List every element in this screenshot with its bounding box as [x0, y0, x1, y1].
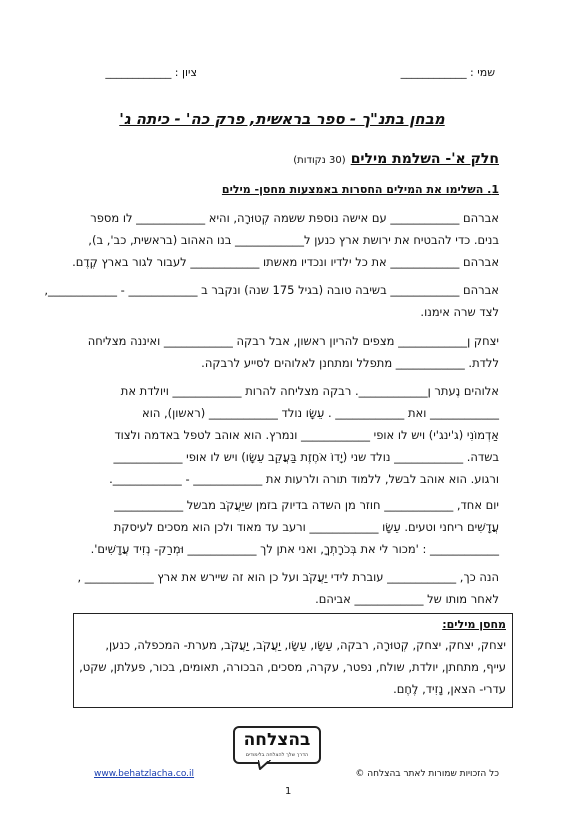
website-link[interactable]: www.behatzlacha.co.il [94, 769, 195, 779]
paragraph-line: ____________ : 'מכור לי את בְּכֹרָתְךָ, ואני אתן לך ____________ וּמְרַק- נְזִיד עֲדָשִׁים'. [90, 542, 499, 556]
paragraph-line: עֲדָשִׁים ריחני וטעים. עֵשָׂו ____________ ורעב עד מאוד ולכן הוא מסכים לעיסקת [113, 520, 499, 534]
logo-pointer [258, 760, 272, 770]
paragraph-line: יצחק ן____________ מצפים להריון ראשון, אבל רבקה ____________ ואיננה מצליחה [87, 334, 499, 348]
paragraph-6 [79, 566, 499, 610]
paragraph-2 [44, 279, 499, 323]
page-number: 1 [285, 786, 292, 797]
logo-tagline: הדרך שלך להצלחה בלימודים [245, 752, 309, 758]
paragraph-1 [72, 207, 499, 273]
word-bank-words [80, 634, 506, 700]
logo-text: בהצלחה [243, 730, 311, 750]
paragraph-line: ללדת. ____________ מתפלל ומתחנן לאלוהים לסייע לרבקה. [201, 356, 499, 370]
paragraph-line: ____________ ואת ____________ . עֵשָׂו נולד ____________ (ראשון), הוא [142, 406, 499, 420]
paragraph-line: בשדה. ____________ נולד שני (יָדוֹ אֹחֶזֶת בַּעֲקֵב עֵשָׂו) ויש לו אופי ____________ [113, 450, 499, 464]
section-points: (30 נקודות) [293, 155, 346, 166]
grade-field: ציון : ____________ [105, 66, 197, 79]
paragraph-line: בנים. כדי להבטיח את ירושת ארץ כנען ל____________ בנו האהוב (בראשית, כב', ב), [88, 233, 499, 247]
word-bank-line: עדרי- הצאן, נָזִיד, לֶחֶם. [393, 682, 506, 696]
paragraph-line: אַדְמוֹנִי (ג'ינג'י) ויש לו אופי ____________ ונמרץ. הוא אוהב לטפל באדמה ולצוד [114, 428, 499, 442]
paragraph-line: אברהם ____________ בשיבה טובה (בגיל 175 שנה) ונקבר ב ____________ - ____________, [44, 283, 499, 297]
paragraph-line: יום אחד, ____________ חוזר מן השדה בדיוק בזמן שיַעֲקֹב מבשל ____________ [114, 498, 499, 512]
copyright-text: כל הזכויות שמורות לאתר בהצלחה © [355, 769, 499, 779]
section-header [293, 148, 499, 167]
word-bank-box [73, 613, 513, 708]
paragraph-5 [79, 494, 499, 560]
paragraph-line: אברהם ____________ את כל ילדיו ונכדיו מאשתו ____________ לעבור לגור בארץ קֶדֶם. [72, 255, 499, 269]
paragraph-3 [79, 330, 499, 374]
word-bank-line: יצחק, יצחק, יצחק, קְטוּרָה, רבקה, עֵשָׂו, עֵשָׂו, יַעֲקֹב, יַעֲקֹב, מערת- המכפלה, כנען, [105, 638, 506, 652]
name-field: שמי : ____________ [400, 66, 495, 79]
word-bank-line: עייף, מתחתן, יולדת, שולח, נפטר, עקרה, מסכים, הבכורה, תאומים, בכור, פעלתן, שקט, [79, 660, 506, 674]
paragraph-4 [79, 380, 499, 490]
logo [233, 726, 321, 764]
page-title: מבחן בתנ"ך - ספר בראשית, פרק כה' - כיתה ג' [119, 110, 445, 128]
paragraph-line: לצד שרה אימנו. [420, 305, 499, 319]
word-bank-title: מחסן מילים: [442, 618, 506, 631]
question-title: 1. השלימו את המילים החסרות באמצעות מחסן- מילים [221, 183, 499, 196]
section-title: חלק א'- השלמת מילים [350, 151, 499, 167]
paragraph-line: אלוהים נֶעתר ן____________. רבקה מצליחה להרות ____________ ויולדת את [120, 384, 499, 398]
paragraph-line: לאחר מותו של ____________ אביהם. [315, 592, 499, 606]
paragraph-line: הנה כך, ____________ עוברת לידי יַעֲקֹב ועל כן הוא זה שיירש את ארץ ____________ , [77, 570, 499, 584]
paragraph-line: ורגוע. הוא אוהב לבשל, ללמוד תורה ולרעות את ____________ - ____________. [109, 472, 499, 486]
paragraph-line: אברהם ____________ עם אישה נוספת ששמה קְטוּרָה, והיא ____________ לו מספר [90, 211, 499, 225]
